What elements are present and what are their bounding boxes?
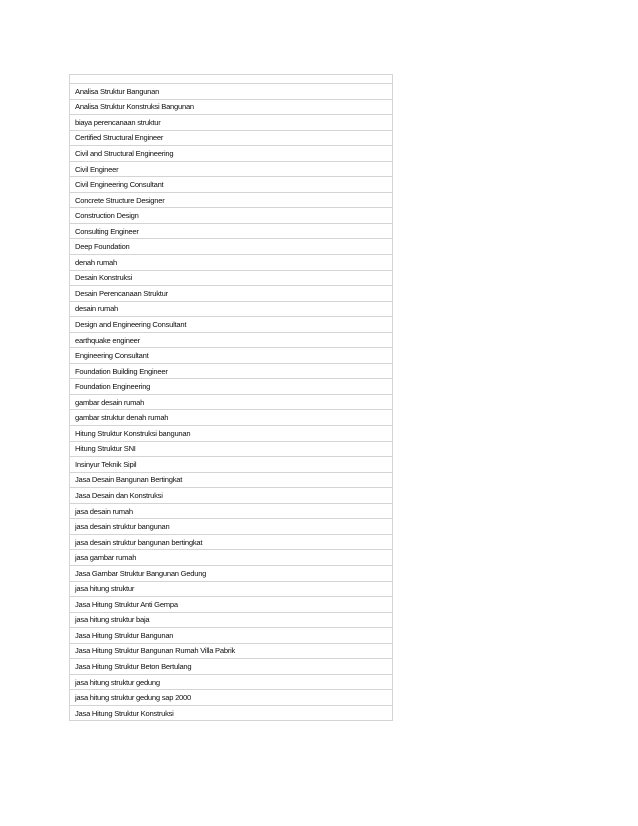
table-header-row bbox=[70, 75, 392, 84]
table-row: Analisa Struktur Bangunan bbox=[70, 84, 392, 100]
table-row: Concrete Structure Designer bbox=[70, 193, 392, 209]
table-row: jasa hitung struktur gedung bbox=[70, 675, 392, 691]
table-row: desain rumah bbox=[70, 302, 392, 318]
table-row: Engineering Consultant bbox=[70, 348, 392, 364]
table-row: Desain Perencanaan Struktur bbox=[70, 286, 392, 302]
table-row: Design and Engineering Consultant bbox=[70, 317, 392, 333]
table-row: jasa desain struktur bangunan bbox=[70, 519, 392, 535]
table-row: gambar struktur denah rumah bbox=[70, 410, 392, 426]
table-row: Jasa Hitung Struktur Bangunan bbox=[70, 628, 392, 644]
table-row: Jasa Desain dan Konstruksi bbox=[70, 488, 392, 504]
table-row: jasa hitung struktur bbox=[70, 582, 392, 598]
table-row: Jasa Hitung Struktur Anti Gempa bbox=[70, 597, 392, 613]
table-row: Jasa Hitung Struktur Konstruksi bbox=[70, 706, 392, 722]
table-row: Insinyur Teknik Sipil bbox=[70, 457, 392, 473]
table-row: Jasa Hitung Struktur Bangunan Rumah Villa Pabrik bbox=[70, 644, 392, 660]
table-row: Hitung Struktur SNI bbox=[70, 442, 392, 458]
table-row: gambar desain rumah bbox=[70, 395, 392, 411]
table-row: earthquake engineer bbox=[70, 333, 392, 349]
table-row: jasa desain struktur bangunan bertingkat bbox=[70, 535, 392, 551]
table-row: Desain Konstruksi bbox=[70, 271, 392, 287]
table-row: Jasa Gambar Struktur Bangunan Gedung bbox=[70, 566, 392, 582]
table-row: Consulting Engineer bbox=[70, 224, 392, 240]
table-row: Foundation Building Engineer bbox=[70, 364, 392, 380]
table-row: jasa gambar rumah bbox=[70, 550, 392, 566]
table-row: Civil and Structural Engineering bbox=[70, 146, 392, 162]
table-row: Hitung Struktur Konstruksi bangunan bbox=[70, 426, 392, 442]
table-row: jasa hitung struktur gedung sap 2000 bbox=[70, 690, 392, 706]
table-row: Jasa Hitung Struktur Beton Bertulang bbox=[70, 659, 392, 675]
table-row: Jasa Desain Bangunan Bertingkat bbox=[70, 473, 392, 489]
table-row: jasa desain rumah bbox=[70, 504, 392, 520]
table-row: Certified Structural Engineer bbox=[70, 131, 392, 147]
table-row: Analisa Struktur Konstruksi Bangunan bbox=[70, 100, 392, 116]
table-row: Construction Design bbox=[70, 208, 392, 224]
table-row: Civil Engineer bbox=[70, 162, 392, 178]
table-row: Civil Engineering Consultant bbox=[70, 177, 392, 193]
table-row: Deep Foundation bbox=[70, 239, 392, 255]
table-row: Foundation Engineering bbox=[70, 379, 392, 395]
keyword-table bbox=[69, 74, 393, 721]
table-row: denah rumah bbox=[70, 255, 392, 271]
table-row: jasa hitung struktur baja bbox=[70, 613, 392, 629]
table-row: biaya perencanaan struktur bbox=[70, 115, 392, 131]
